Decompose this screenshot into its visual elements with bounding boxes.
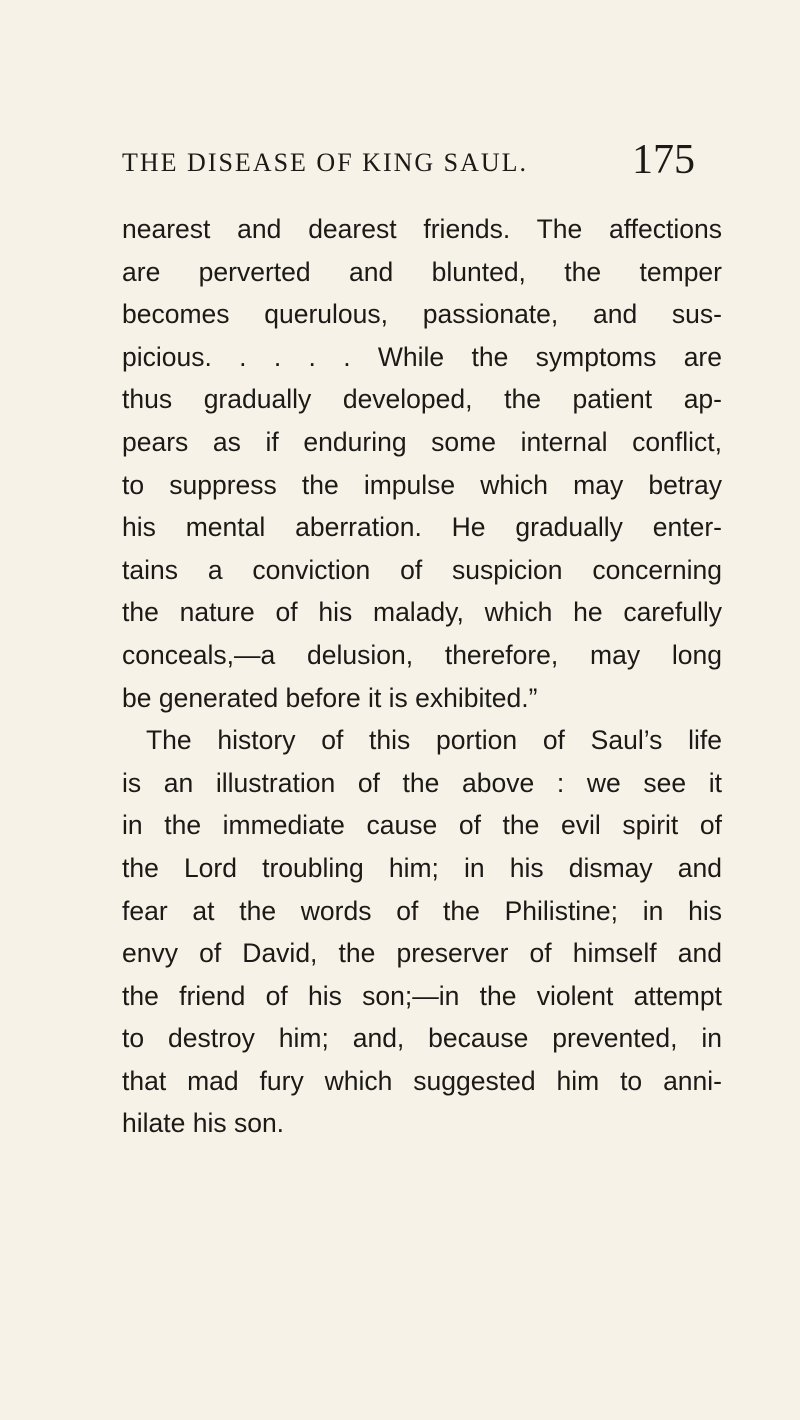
text-line: envy of David, the preserver of himself and [122, 938, 722, 969]
text-line: fear at the words of the Philistine; in his [122, 895, 722, 926]
text-line: tains a conviction of suspicion concerning [122, 554, 722, 585]
text-line: to suppress the impulse which may betray [122, 469, 722, 500]
text-line: that mad fury which suggested him to anni- [122, 1065, 722, 1096]
page-number: 175 [632, 137, 695, 183]
text-line: nearest and dearest friends. The affections [122, 214, 722, 244]
text-line: The history of this portion of Saul’s life [146, 725, 722, 756]
body-text [122, 208, 722, 1145]
text-line: are perverted and blunted, the temper [122, 256, 722, 287]
text-line: becomes querulous, passionate, and sus- [122, 299, 722, 330]
text-line: the Lord troubling him; in his dismay and [122, 852, 722, 883]
text-line: the nature of his malady, which he carefully [122, 597, 722, 628]
text-line: thus gradually developed, the patient ap- [122, 384, 722, 415]
chapter-title: THE DISEASE OF KING SAUL. [122, 148, 529, 177]
text-line: be generated before it is exhibited.” [122, 682, 538, 713]
text-line: in the immediate cause of the evil spirit of [122, 810, 722, 841]
text-line: pears as if enduring some internal conflict, [122, 426, 722, 457]
text-line: his mental aberration. He gradually enter- [122, 512, 722, 543]
text-line: conceals,—a delusion, therefore, may long [122, 639, 722, 670]
running-head [122, 137, 722, 183]
text-line: is an illustration of the above : we see it [122, 767, 722, 798]
text-line: the friend of his son;—in the violent attempt [122, 980, 722, 1011]
text-line: picious. . . . . While the symptoms are [122, 341, 722, 372]
text-line: hilate his son. [122, 1108, 285, 1139]
text-line: to destroy him; and, because prevented, in [122, 1023, 722, 1054]
